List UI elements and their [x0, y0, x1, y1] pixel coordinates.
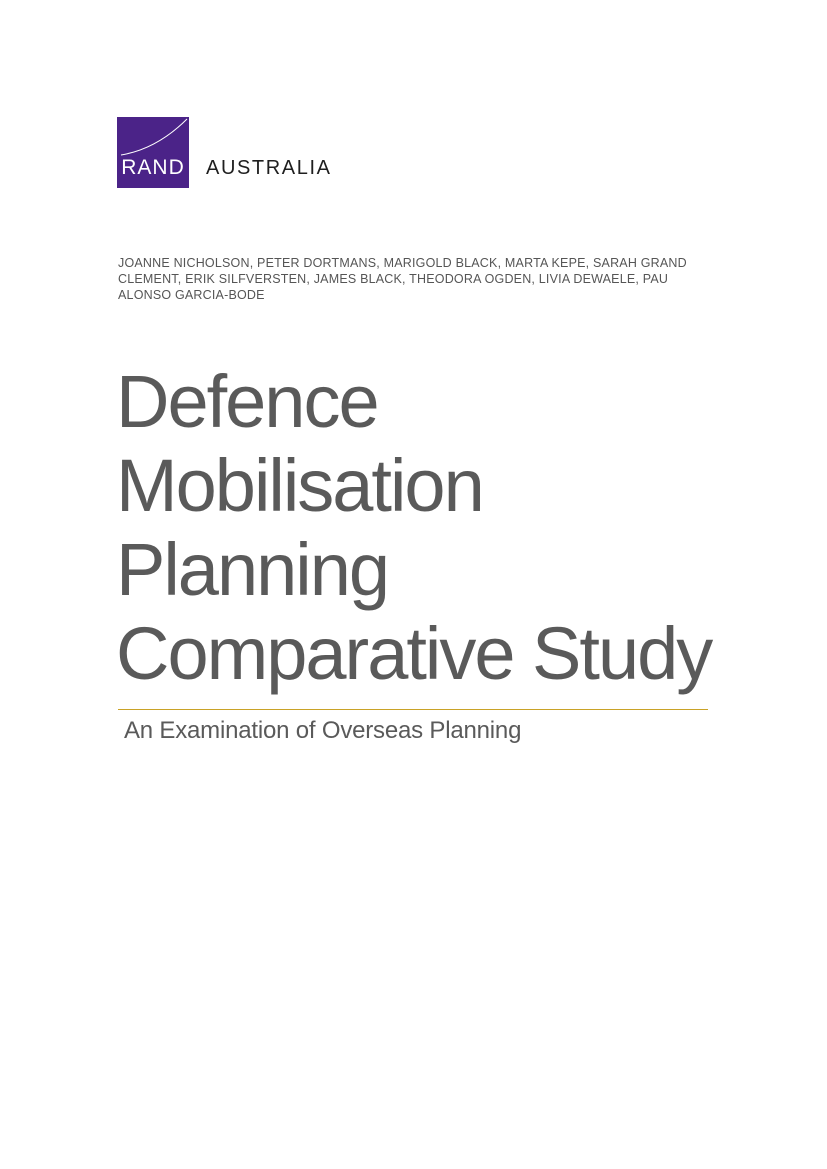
title-line: Mobilisation — [116, 444, 483, 527]
author-list: JOANNE NICHOLSON, PETER DORTMANS, MARIGOLD BLACK, MARTA KEPE, SARAH GRAND CLEMENT, ERIK SILFVERSTEN, JAMES BLACK, THEODORA OGDEN, LIVIA DEWAELE, PAU ALONSO GARCIA-BODE — [118, 256, 687, 302]
title-line: Planning — [116, 528, 389, 611]
report-title — [116, 360, 756, 696]
rand-logo — [117, 117, 189, 188]
title-line: Comparative Study — [116, 612, 712, 695]
logo-division-text: AUSTRALIA — [206, 157, 332, 179]
report-subtitle: An Examination of Overseas Planning — [124, 717, 522, 744]
title-line: Defence — [116, 360, 378, 443]
title-divider — [118, 709, 708, 710]
logo-brand-text: RAND — [121, 156, 185, 179]
